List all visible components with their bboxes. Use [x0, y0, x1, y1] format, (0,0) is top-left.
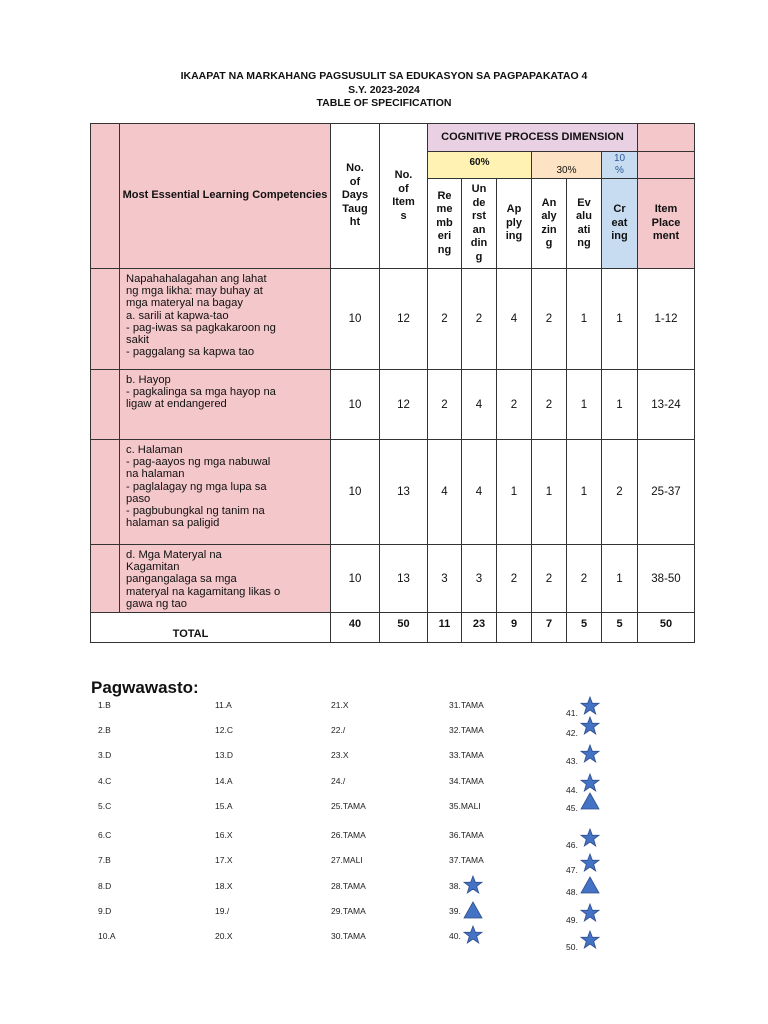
table-row: b. Hayop - pagkalinga sa mga hayop na ligaw at endangered 10 12 2 4 2 2 1 1 13-24: [91, 370, 695, 440]
star-icon: [580, 903, 600, 923]
header-creating: Cr eat ing: [602, 179, 638, 269]
star-icon: [463, 925, 483, 945]
answer-item: 50.: [566, 942, 578, 952]
header-items: No. of Item s: [380, 124, 428, 269]
answer-item: 25.TAMA: [331, 801, 366, 811]
header-understanding: Un de rst an din g: [462, 179, 497, 269]
answer-key-title: Pagwawasto:: [91, 678, 199, 697]
answer-item: 22./: [331, 725, 346, 735]
answer-item: 1.B: [98, 700, 111, 710]
answer-item: 26.TAMA: [331, 830, 366, 840]
star-icon: [580, 853, 600, 873]
table-row: c. Halaman - pag-aayos ng mga nabuwal na halaman - paglalagay ng mga lupa sa paso - pagbubungkal ng tanim na halaman sa paligid 10 13 4 4 1 1 1 2 25-37: [91, 440, 695, 545]
answer-item: 6.C: [98, 830, 112, 840]
star-icon: [580, 828, 600, 848]
answer-item: 2.B: [98, 725, 111, 735]
answer-item: 18.X: [215, 881, 233, 891]
mel-cell: Napahahalagahan ang lahat ng mga likha: may buhay at mga materyal na bagay a. sarili at kapwa-tao - pag-iwas sa pagkakaroon ng sakit - paggalang sa kapwa tao: [120, 269, 331, 370]
answer-item: 44.: [566, 785, 578, 795]
answer-item: 8.D: [98, 881, 112, 891]
answer-item: 29.TAMA: [331, 906, 366, 916]
header-mel: Most Essential Learning Competencies: [120, 124, 331, 269]
table-row: d. Mga Materyal na Kagamitan pangangalaga sa mga materyal na kagamitang likas o gawa ng tao 10 13 3 3 2 2 2 1 38-50: [91, 545, 695, 613]
answer-item: 20.X: [215, 931, 233, 941]
answer-item: 35.MALI: [449, 801, 481, 811]
answer-item: 31.TAMA: [449, 700, 484, 710]
answer-item: 15.A: [215, 801, 233, 811]
answer-item: 11.A: [215, 700, 232, 710]
row-marker-header: [91, 124, 120, 269]
header-days: No. of Days Taug ht: [331, 124, 380, 269]
triangle-icon: [580, 875, 600, 895]
answer-item: 39.: [449, 906, 461, 916]
answer-item: 30.TAMA: [331, 931, 366, 941]
header-remembering: Re me mb eri ng: [428, 179, 462, 269]
answer-item: 10.A: [98, 931, 116, 941]
answer-item: 3.D: [98, 750, 112, 760]
header-pct-60: 60%: [428, 152, 532, 179]
answer-item: 23.X: [331, 750, 349, 760]
header-placement-mid: [638, 152, 695, 179]
header-subtitle: TABLE OF SPECIFICATION: [316, 97, 452, 109]
answer-item: 28.TAMA: [331, 881, 366, 891]
answer-item: 49.: [566, 915, 578, 925]
header-applying: Ap ply ing: [497, 179, 532, 269]
answer-item: 46.: [566, 840, 578, 850]
table-of-specification: [90, 123, 695, 643]
answer-item: 7.B: [98, 855, 111, 865]
answer-item: 27.MALI: [331, 855, 363, 865]
answer-item: 16.X: [215, 830, 233, 840]
answer-item: 37.TAMA: [449, 855, 484, 865]
answer-item: 32.TAMA: [449, 725, 484, 735]
answer-item: 40.: [449, 931, 461, 941]
answer-item: 5.C: [98, 801, 112, 811]
answer-item: 42.: [566, 728, 578, 738]
answer-item: 21.X: [331, 700, 349, 710]
star-icon: [580, 716, 600, 736]
header-placement-top: [638, 124, 695, 152]
document-header: [0, 70, 768, 111]
answer-item: 48.: [566, 887, 578, 897]
answer-item: 17.X: [215, 855, 233, 865]
header-analyzing: An aly zin g: [532, 179, 567, 269]
header-pct-10: 10 %: [602, 152, 638, 179]
star-icon: [463, 875, 483, 895]
answer-item: 13.D: [215, 750, 233, 760]
answer-item: 41.: [566, 708, 578, 718]
answer-item: 47.: [566, 865, 578, 875]
star-icon: [580, 696, 600, 716]
mel-cell: d. Mga Materyal na Kagamitan pangangalaga sa mga materyal na kagamitang likas o gawa ng tao: [120, 545, 331, 613]
answer-item: 43.: [566, 756, 578, 766]
answer-item: 4.C: [98, 776, 112, 786]
answer-item: 33.TAMA: [449, 750, 484, 760]
answer-item: 34.TAMA: [449, 776, 484, 786]
answer-item: 14.A: [215, 776, 233, 786]
answer-item: 12.C: [215, 725, 233, 735]
total-row: TOTAL 40 50 11 23 9 7 5 5 50: [91, 613, 695, 643]
header-evaluating: Ev alu ati ng: [567, 179, 602, 269]
mel-cell: b. Hayop - pagkalinga sa mga hayop na ligaw at endangered: [120, 370, 331, 440]
triangle-icon: [463, 900, 483, 920]
star-icon: [580, 930, 600, 950]
answer-item: 45.: [566, 803, 578, 813]
answer-item: 36.TAMA: [449, 830, 484, 840]
header-placement: Item Place ment: [638, 179, 695, 269]
header-pct-30: 30%: [532, 152, 602, 179]
star-icon: [580, 773, 600, 793]
header-cognitive: COGNITIVE PROCESS DIMENSION: [428, 124, 638, 152]
total-label: TOTAL: [91, 613, 331, 643]
answer-item: 38.: [449, 881, 461, 891]
answer-item: 19./: [215, 906, 230, 916]
header-school-year: S.Y. 2023-2024: [348, 83, 420, 96]
triangle-icon: [580, 791, 600, 811]
header-title: IKAAPAT NA MARKAHANG PAGSUSULIT SA EDUKASYON SA PAGPAPAKATAO 4: [180, 70, 588, 82]
star-icon: [580, 744, 600, 764]
answer-item: 9.D: [98, 906, 112, 916]
mel-cell: c. Halaman - pag-aayos ng mga nabuwal na halaman - paglalagay ng mga lupa sa paso - pagbubungkal ng tanim na halaman sa paligid: [120, 440, 331, 545]
answer-item: 24./: [331, 776, 346, 786]
table-row: Napahahalagahan ang lahat ng mga likha: may buhay at mga materyal na bagay a. sarili at kapwa-tao - pag-iwas sa pagkakaroon ng sakit - paggalang sa kapwa tao 10 12 2 2 4 2 1 1 1-12: [91, 269, 695, 370]
